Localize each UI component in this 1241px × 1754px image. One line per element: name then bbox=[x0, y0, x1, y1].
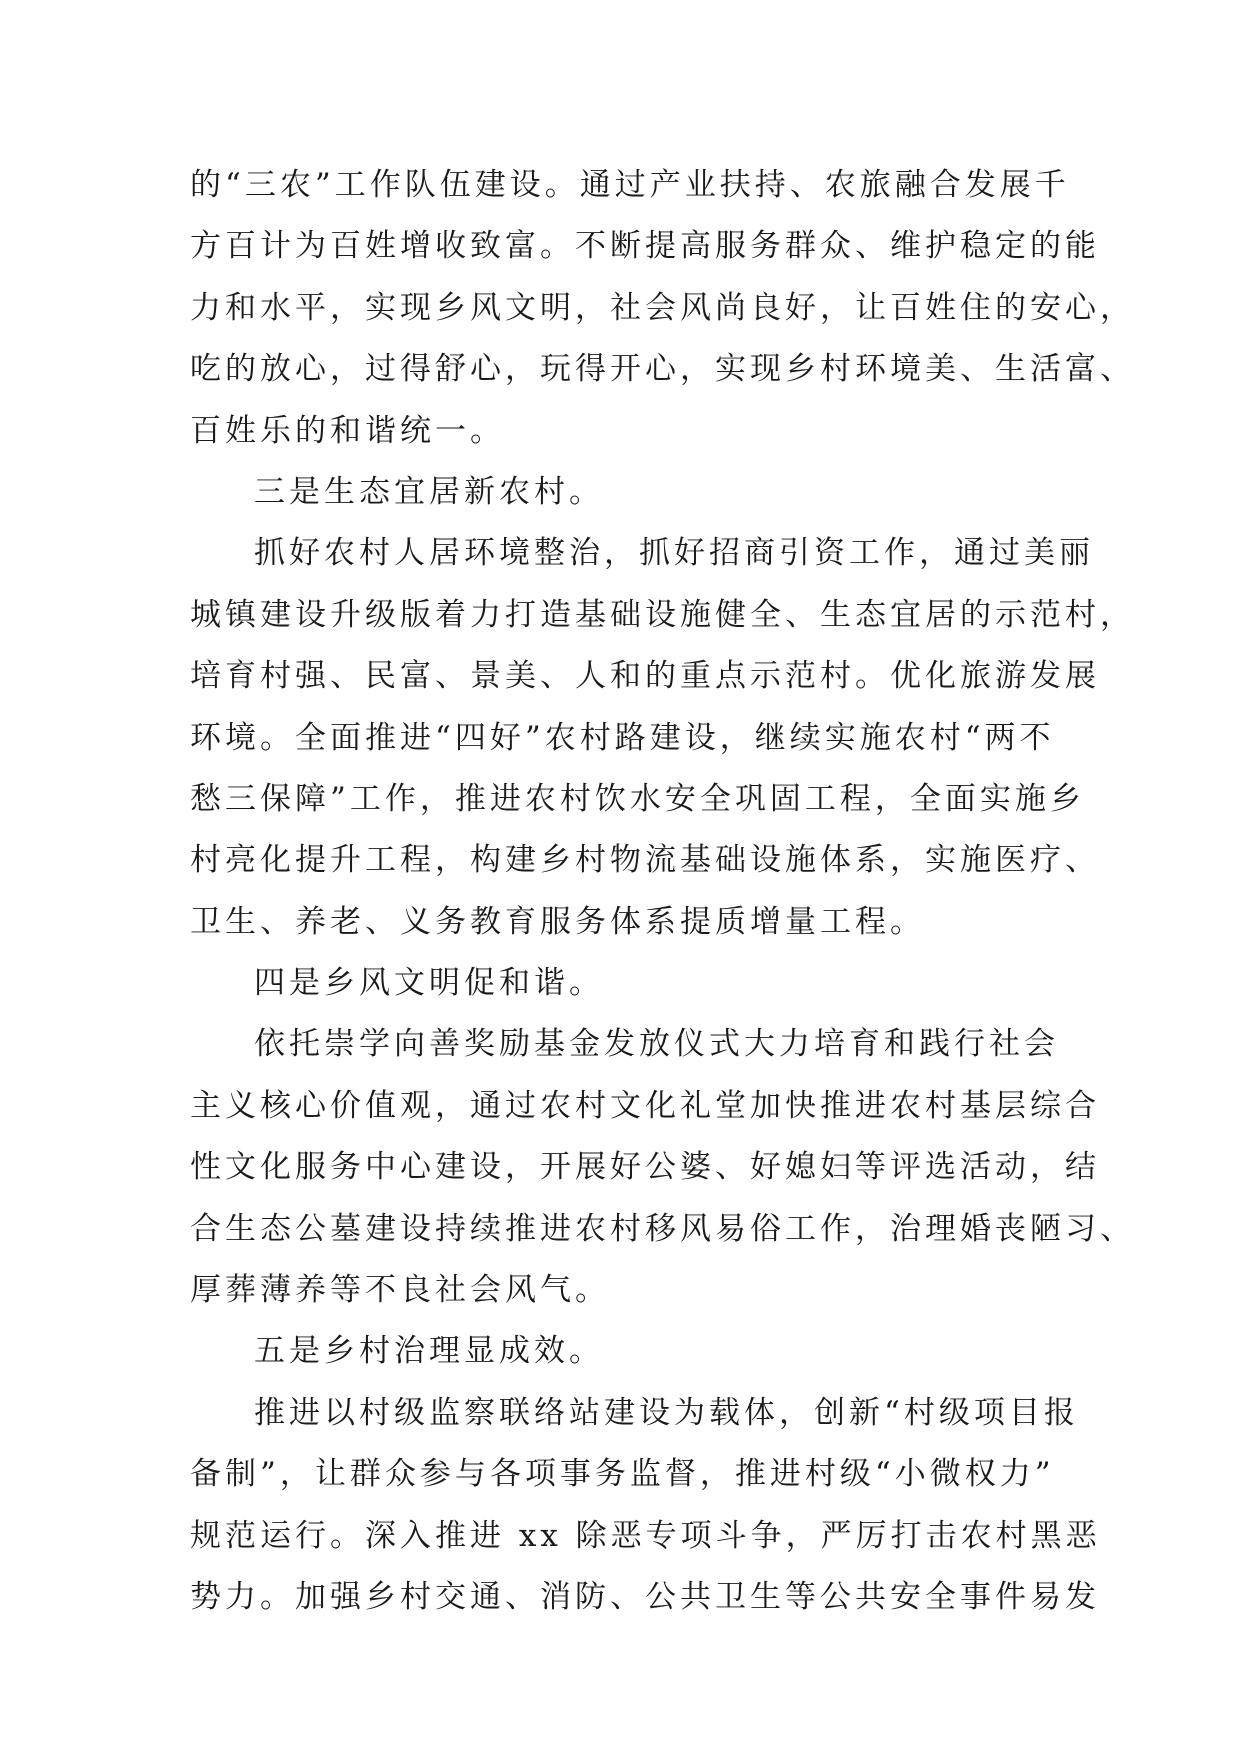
text-line: 方百计为百姓增收致富。不断提高服务群众、维护稳定的能 bbox=[190, 228, 1100, 265]
text-line: 厚葬薄养等不良社会风气。 bbox=[190, 1272, 610, 1309]
text-line: 环境。全面推进“四好”农村路建设，继续实施农村“两不 bbox=[190, 719, 1055, 756]
document-body bbox=[190, 155, 1135, 1628]
section-heading: 五是乡村治理显成效。 bbox=[254, 1333, 604, 1370]
section-heading: 四是乡风文明促和谐。 bbox=[254, 965, 604, 1002]
text-line: 的“三农”工作队伍建设。通过产业扶持、农旅融合发展千 bbox=[190, 167, 1070, 203]
text-line: 城镇建设升级版着力打造基础设施健全、生态宜居的示范村， bbox=[190, 596, 1135, 633]
text-line: 吃的放心，过得舒心，玩得开心，实现乡村环境美、生活富、 bbox=[190, 351, 1135, 388]
text-line: 力和水平，实现乡风文明，社会风尚良好，让百姓住的安心， bbox=[190, 289, 1135, 326]
text-line: 村亮化提升工程，构建乡村物流基础设施体系，实施医疗、 bbox=[190, 842, 1100, 879]
text-line: 规范运行。深入推进 xx 除恶专项斗争，严厉打击农村黑恶 bbox=[190, 1517, 1101, 1554]
text-line: 性文化服务中心建设，开展好公婆、好媳妇等评选活动，结 bbox=[190, 1149, 1100, 1186]
paragraph-first-line: 依托崇学向善奖励基金发放仪式大力培育和践行社会 bbox=[254, 1026, 1059, 1063]
text-line: 备制”，让群众参与各项事务监督，推进村级“小微权力” bbox=[190, 1456, 1055, 1493]
text-line: 势力。加强乡村交通、消防、公共卫生等公共安全事件易发 bbox=[190, 1578, 1100, 1615]
paragraph-first-line: 推进以村级监察联络站建设为载体，创新“村级项目报 bbox=[254, 1394, 1079, 1431]
text-line: 卫生、养老、义务教育服务体系提质增量工程。 bbox=[190, 903, 925, 940]
text-line: 培育村强、民富、景美、人和的重点示范村。优化旅游发展 bbox=[190, 658, 1100, 695]
text-line: 主义核心价值观，通过农村文化礼堂加快推进农村基层综合 bbox=[190, 1087, 1100, 1124]
paragraph-first-line: 抓好农村人居环境整治，抓好招商引资工作，通过美丽 bbox=[254, 535, 1094, 572]
text-line: 合生态公墓建设持续推进农村移风易俗工作，治理婚丧陋习、 bbox=[190, 1210, 1135, 1247]
text-line: 百姓乐的和谐统一。 bbox=[190, 412, 505, 449]
section-heading: 三是生态宜居新农村。 bbox=[254, 473, 604, 510]
text-line: 愁三保障”工作，推进农村饮水安全巩固工程，全面实施乡 bbox=[190, 780, 1085, 817]
